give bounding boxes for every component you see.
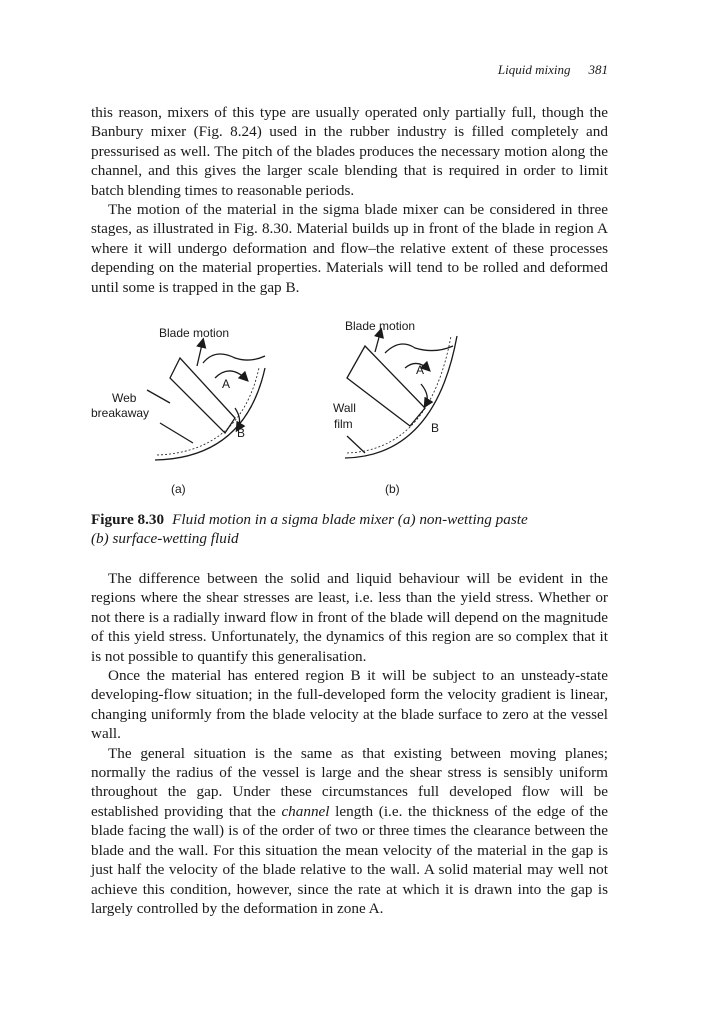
wall-label: Wall bbox=[333, 401, 356, 415]
caption-text-line1: Fluid motion in a sigma blade mixer (a) non-wetting paste bbox=[172, 511, 528, 528]
running-header bbox=[92, 62, 608, 78]
gap-flow-arrow bbox=[421, 384, 427, 406]
blade-motion-arrow bbox=[197, 340, 203, 366]
panel-a bbox=[147, 340, 265, 460]
paragraph: Once the material has entered region B it will be subject to an unsteady-state developing-flow situation; in the full-developed form the velocity gradient is linear, changing uniformly from the blade velocity at the blade surface to zero at the vessel wall. bbox=[91, 667, 608, 743]
body-text-top bbox=[91, 103, 608, 297]
caption-label: Figure 8.30 bbox=[91, 511, 165, 528]
running-title: Liquid mixing bbox=[497, 62, 571, 77]
region-a-label-a: A bbox=[222, 377, 231, 391]
vessel-wall-hatch bbox=[347, 336, 451, 453]
paragraph-part: The general situation is the same as that existing between moving planes; normally the radius of the vessel is large and the shear stress is sensibly uniform throughout the gap. Under these circumstances full developed flow will be established providing that the bbox=[91, 744, 608, 820]
blade bbox=[347, 346, 425, 426]
web-line bbox=[160, 423, 193, 443]
vessel-wall bbox=[345, 336, 457, 458]
blade-motion-label-b: Blade motion bbox=[345, 319, 416, 333]
film-label: film bbox=[334, 417, 353, 431]
panel-label-b: (b) bbox=[385, 482, 400, 496]
paragraph: The motion of the material in the sigma blade mixer can be considered in three stages, as illustrated in Fig. 8.30. Material builds up in front of the blade in region A where it will undergo deformation and flow–the relative extent of these processes depending on the material properties. Materials will tend to be rolled and deformed until some is trapped in the gap B. bbox=[91, 201, 608, 296]
region-b-label-b: B bbox=[431, 421, 440, 435]
sigma-blade-diagram bbox=[85, 308, 485, 503]
breakaway-label: breakaway bbox=[91, 406, 150, 420]
blade bbox=[170, 358, 235, 433]
emphasis-channel: channel bbox=[281, 802, 330, 820]
material-surface bbox=[385, 344, 453, 353]
region-b-label-a: B bbox=[237, 426, 246, 440]
vessel-wall bbox=[155, 368, 265, 460]
paragraph-part: length (i.e. the thickness of the edge of the blade facing the wall) is of the order of two or three times the clearance between the blade and the wall. For this situation the mean velocity of the material in the gap is just half the velocity of the blade relative to the wall. A solid material may well not achieve this condition, however, since the rate at which it is drawn into the gap is largely controlled by the deformation in zone A. bbox=[91, 802, 609, 917]
circulation-arrow bbox=[215, 371, 247, 380]
material-surface bbox=[203, 354, 265, 363]
caption-text-line2: (b) surface-wetting fluid bbox=[91, 530, 239, 547]
web-label: Web bbox=[112, 391, 137, 405]
body-text-bottom bbox=[91, 569, 608, 918]
region-a-label-b: A bbox=[416, 363, 425, 377]
web-pointer bbox=[147, 390, 170, 403]
figure-8-30 bbox=[85, 308, 485, 503]
page-number: 381 bbox=[588, 62, 608, 77]
paragraph bbox=[91, 744, 608, 919]
paragraph: The difference between the solid and liquid behaviour will be evident in the regions where the shear stresses are least, i.e. less than the yield stress. Whether or not there is a radially inward flow in front of the blade will depend on the magnitude of this yield stress. Unfortunately, the dynamics of this region are so complex that it is not possible to quantify this generalisation. bbox=[91, 570, 608, 665]
paragraph: this reason, mixers of this type are usually operated only partially full, though the Banbury mixer (Fig. 8.24) used in the rubber industry is filled completely and pressurised as well. The pitch of the blades produces the necessary motion along the channel, and this gives the larger scale blending that is required in order to limit batch blending times to reasonable periods. bbox=[91, 104, 608, 199]
panel-label-a: (a) bbox=[171, 482, 186, 496]
blade-motion-label-a: Blade motion bbox=[159, 326, 230, 340]
panel-b bbox=[345, 330, 457, 458]
wall-film-pointer bbox=[347, 436, 365, 453]
blade-motion-arrow bbox=[375, 330, 381, 352]
figure-caption bbox=[91, 510, 611, 548]
